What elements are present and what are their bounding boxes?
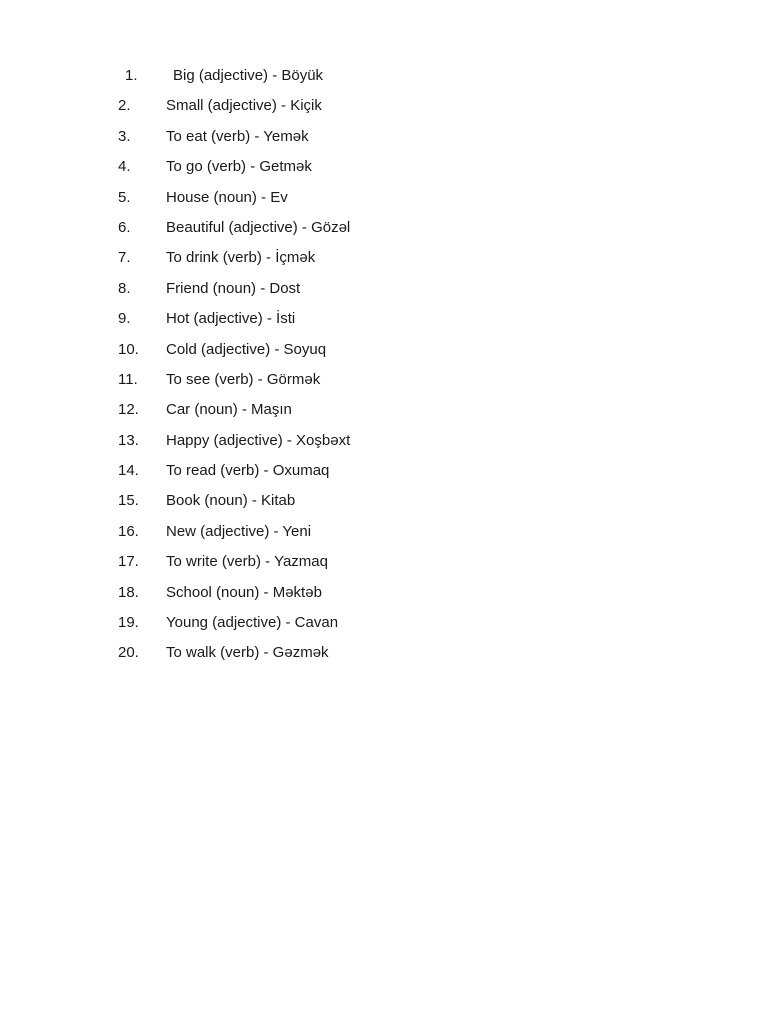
item-number: 15. (118, 492, 139, 510)
item-text: To walk (verb) - Gəzmək (166, 644, 329, 662)
list-item (118, 248, 350, 278)
list-item (118, 218, 350, 248)
item-text: To go (verb) - Getmək (166, 158, 312, 176)
list-item (118, 127, 350, 157)
vocabulary-list (118, 66, 350, 674)
item-number: 19. (118, 614, 139, 632)
item-text: To see (verb) - Görmək (166, 370, 321, 388)
item-number: 5. (118, 188, 131, 206)
list-item (118, 643, 350, 673)
item-text: Beautiful (adjective) - Gözəl (166, 218, 351, 236)
list-item (118, 340, 350, 370)
item-text: School (noun) - Məktəb (166, 583, 322, 601)
item-text: To write (verb) - Yazmaq (166, 553, 328, 571)
item-number: 2. (118, 97, 131, 115)
item-number: 9. (118, 310, 131, 328)
item-number: 17. (118, 553, 139, 571)
item-text: Happy (adjective) - Xoşbəxt (166, 431, 351, 449)
list-item (118, 279, 350, 309)
list-item (118, 309, 350, 339)
item-number: 16. (118, 522, 139, 540)
list-item (118, 400, 350, 430)
list-item (118, 552, 350, 582)
item-number: 12. (118, 401, 139, 419)
item-text: Cold (adjective) - Soyuq (166, 340, 327, 358)
list-item (118, 157, 350, 187)
list-item (118, 613, 350, 643)
item-number: 7. (118, 249, 131, 267)
item-text: House (noun) - Ev (166, 188, 288, 206)
item-number: 4. (118, 158, 131, 176)
item-number: 13. (118, 431, 139, 449)
list-item (118, 370, 350, 400)
item-number: 8. (118, 279, 131, 297)
item-text: To read (verb) - Oxumaq (166, 462, 330, 480)
item-number: 18. (118, 583, 139, 601)
item-number: 6. (118, 218, 131, 236)
item-number: 10. (118, 340, 139, 358)
list-item (118, 583, 350, 613)
list-item (118, 491, 350, 521)
item-number: 1. (125, 67, 138, 84)
item-text: Big (adjective) - Böyük (173, 67, 324, 84)
item-text: Friend (noun) - Dost (166, 279, 301, 297)
item-text: Young (adjective) - Cavan (166, 614, 339, 632)
item-number: 14. (118, 462, 139, 480)
item-text: Book (noun) - Kitab (166, 492, 296, 510)
list-item (118, 522, 350, 552)
list-item (118, 461, 350, 491)
item-text: To drink (verb) - İçmək (166, 249, 316, 267)
list-item (118, 66, 350, 96)
item-text: New (adjective) - Yeni (166, 522, 312, 540)
list-item (118, 431, 350, 461)
item-text: Car (noun) - Maşın (166, 401, 292, 419)
list-item (118, 188, 350, 218)
item-text: Small (adjective) - Kiçik (166, 97, 322, 115)
item-text: To eat (verb) - Yemək (166, 127, 309, 145)
list-item (118, 96, 350, 126)
item-number: 11. (118, 370, 138, 388)
item-number: 20. (118, 644, 139, 662)
item-text: Hot (adjective) - İsti (166, 310, 296, 328)
item-number: 3. (118, 127, 131, 145)
